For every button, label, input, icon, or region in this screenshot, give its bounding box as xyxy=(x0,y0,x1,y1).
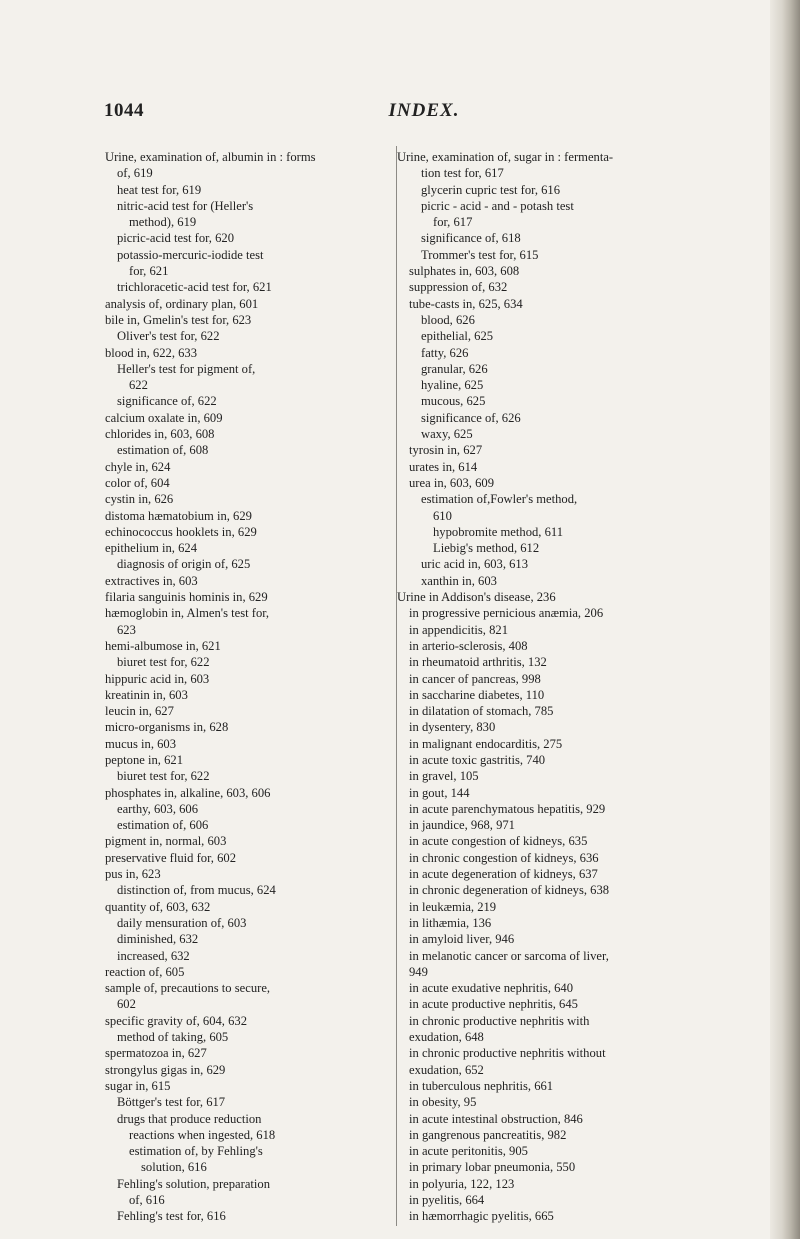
index-entry: pus in, 623 xyxy=(105,867,161,882)
index-column-right xyxy=(397,149,699,1225)
index-entry: sulphates in, 603, 608 xyxy=(409,264,520,279)
index-entry: specific gravity of, 604, 632 xyxy=(105,1013,247,1028)
index-entry: nitric-acid test for (Heller's xyxy=(117,198,254,213)
index-entry: granular, 626 xyxy=(421,361,488,376)
index-entry: color of, 604 xyxy=(105,475,170,490)
index-entry: Urine, examination of, sugar in : fermenta- xyxy=(397,150,614,164)
index-entry: xanthin in, 603 xyxy=(421,573,497,588)
index-entry: epithelium in, 624 xyxy=(105,541,197,556)
index-entry: 623 xyxy=(117,622,136,637)
index-entry: in acute parenchymatous hepatitis, 929 xyxy=(409,801,606,816)
index-entry: for, 617 xyxy=(433,215,473,230)
index-entry: exudation, 652 xyxy=(409,1062,484,1077)
index-entry: Liebig's method, 612 xyxy=(433,541,540,556)
index-entry: Böttger's test for, 617 xyxy=(117,1095,226,1110)
index-entry: of, 619 xyxy=(117,166,153,181)
index-entry: in dysentery, 830 xyxy=(409,720,496,735)
index-entry: quantity of, 603, 632 xyxy=(105,899,211,914)
index-entry: heat test for, 619 xyxy=(117,182,202,197)
index-entry: in polyuria, 122, 123 xyxy=(409,1176,515,1191)
index-entry: tube-casts in, 625, 634 xyxy=(409,296,523,311)
index-entry: tyrosin in, 627 xyxy=(409,443,483,458)
index-entry: hæmoglobin in, Almen's test for, xyxy=(105,606,270,621)
index-entry: Fehling's test for, 616 xyxy=(117,1209,226,1224)
index-entry: hemi-albumose in, 621 xyxy=(105,638,221,653)
index-entry: hyaline, 625 xyxy=(421,378,484,393)
index-entry: analysis of, ordinary plan, 601 xyxy=(105,296,259,311)
index-entry: micro-organisms in, 628 xyxy=(105,720,229,735)
index-entry: method of taking, 605 xyxy=(117,1030,229,1045)
index-entry: exudation, 648 xyxy=(409,1030,484,1045)
index-entry: reactions when ingested, 618 xyxy=(129,1127,276,1142)
index-entry: Urine in Addison's disease, 236 xyxy=(397,590,556,605)
index-entry: in tuberculous nephritis, 661 xyxy=(409,1078,554,1093)
index-entry: suppression of, 632 xyxy=(409,280,508,295)
index-entry: peptone in, 621 xyxy=(105,752,183,767)
index-entry: phosphates in, alkaline, 603, 606 xyxy=(105,785,271,800)
page-number: 1044 xyxy=(104,100,144,121)
index-entry: in gout, 144 xyxy=(409,785,470,800)
index-entry: in rheumatoid arthritis, 132 xyxy=(409,655,547,670)
page-header xyxy=(104,100,744,128)
index-entry: uric acid in, 603, 613 xyxy=(421,557,529,572)
index-entry: significance of, 626 xyxy=(421,410,521,425)
index-entry: daily mensuration of, 603 xyxy=(117,915,247,930)
index-entry: epithelial, 625 xyxy=(421,329,494,344)
index-entry: picric-acid test for, 620 xyxy=(117,231,234,246)
index-entry: trichloracetic-acid test for, 621 xyxy=(117,280,272,295)
index-entry: solution, 616 xyxy=(141,1160,207,1175)
index-entry: sugar in, 615 xyxy=(105,1078,171,1093)
index-entry: spermatozoa in, 627 xyxy=(105,1046,207,1061)
index-entry: glycerin cupric test for, 616 xyxy=(421,182,561,197)
index-entry: Oliver's test for, 622 xyxy=(117,329,220,344)
index-entry: chlorides in, 603, 608 xyxy=(105,427,215,442)
index-entry: blood in, 622, 633 xyxy=(105,345,198,360)
running-title: INDEX. xyxy=(388,100,460,121)
index-entry: in chronic degeneration of kidneys, 638 xyxy=(409,883,610,898)
index-entry: 610 xyxy=(433,508,452,523)
index-entry: Fehling's solution, preparation xyxy=(117,1176,271,1191)
index-entry: in cancer of pancreas, 998 xyxy=(409,671,541,686)
index-entry: increased, 632 xyxy=(117,948,190,963)
index-entry: estimation of, 606 xyxy=(117,818,209,833)
index-entry: extractives in, 603 xyxy=(105,573,198,588)
index-entry: strongylus gigas in, 629 xyxy=(105,1062,226,1077)
index-entry: in primary lobar pneumonia, 550 xyxy=(409,1160,576,1175)
index-entry: in chronic productive nephritis without xyxy=(409,1046,606,1061)
index-entry: diminished, 632 xyxy=(117,932,199,947)
index-entry: pigment in, normal, 603 xyxy=(105,834,227,849)
index-entry: bile in, Gmelin's test for, 623 xyxy=(105,312,252,327)
index-entry: Heller's test for pigment of, xyxy=(117,361,256,376)
index-entry: in progressive pernicious anæmia, 206 xyxy=(409,606,604,621)
index-entry: in malignant endocarditis, 275 xyxy=(409,736,563,751)
index-entry: for, 621 xyxy=(129,264,169,279)
index-entry: in jaundice, 968, 971 xyxy=(409,818,515,833)
index-entry: estimation of,Fowler's method, xyxy=(421,492,578,507)
index-entry: of, 616 xyxy=(129,1193,165,1207)
index-entry: in amyloid liver, 946 xyxy=(409,932,515,947)
index-entry: tion test for, 617 xyxy=(421,166,504,181)
index-entry: in gangrenous pancreatitis, 982 xyxy=(409,1127,567,1142)
index-entry: chyle in, 624 xyxy=(105,459,171,474)
index-entry: in hæmorrhagic pyelitis, 665 xyxy=(409,1209,554,1224)
index-entry: in acute toxic gastritis, 740 xyxy=(409,752,546,767)
index-entry: in acute exudative nephritis, 640 xyxy=(409,981,574,996)
index-entry: in acute productive nephritis, 645 xyxy=(409,997,578,1012)
index-entry: waxy, 625 xyxy=(421,427,473,442)
index-entry: in lithæmia, 136 xyxy=(409,915,492,930)
index-entry: hippuric acid in, 603 xyxy=(105,671,210,686)
index-entry: Urine, examination of, albumin in : forms xyxy=(105,150,316,164)
index-entry: diagnosis of origin of, 625 xyxy=(117,557,251,572)
index-entry: preservative fluid for, 602 xyxy=(105,850,236,865)
index-entry: method), 619 xyxy=(129,215,197,230)
index-entry: picric - acid - and - potash test xyxy=(421,198,574,213)
index-entry: fatty, 626 xyxy=(421,345,469,360)
index-entry: in chronic productive nephritis with xyxy=(409,1013,590,1028)
index-entry: significance of, 618 xyxy=(421,231,521,246)
index-entry: mucus in, 603 xyxy=(105,736,177,751)
index-entry: echinococcus hooklets in, 629 xyxy=(105,524,257,539)
index-entry: drugs that produce reduction xyxy=(117,1111,262,1126)
index-entry: potassio-mercuric-iodide test xyxy=(117,247,264,262)
index-entry: in saccharine diabetes, 110 xyxy=(409,687,545,702)
index-entry: urates in, 614 xyxy=(409,459,478,474)
index-entry: in obesity, 95 xyxy=(409,1095,477,1110)
index-entry: biuret test for, 622 xyxy=(117,769,210,784)
index-entry: in acute peritonitis, 905 xyxy=(409,1144,528,1159)
index-entry: in gravel, 105 xyxy=(409,769,479,784)
index-entry: estimation of, by Fehling's xyxy=(129,1144,263,1159)
index-entry: significance of, 622 xyxy=(117,394,217,409)
index-entry: Trommer's test for, 615 xyxy=(421,247,539,262)
index-entry: 602 xyxy=(117,997,136,1012)
index-entry: in melanotic cancer or sarcoma of liver, xyxy=(409,948,609,963)
index-entry: blood, 626 xyxy=(421,312,475,327)
index-entry: sample of, precautions to secure, xyxy=(105,981,271,996)
index-entry: filaria sanguinis hominis in, 629 xyxy=(105,590,268,605)
index-entry: 622 xyxy=(129,378,148,393)
index-entry: in appendicitis, 821 xyxy=(409,622,508,637)
index-entry: mucous, 625 xyxy=(421,394,486,409)
index-entry: cystin in, 626 xyxy=(105,492,174,507)
index-entry: estimation of, 608 xyxy=(117,443,209,458)
index-entry: in dilatation of stomach, 785 xyxy=(409,704,554,719)
index-entry: in leukæmia, 219 xyxy=(409,899,497,914)
page-edge xyxy=(770,0,800,1239)
index-entry: biuret test for, 622 xyxy=(117,655,210,670)
index-entry: 949 xyxy=(409,964,428,979)
index-column-left xyxy=(105,149,403,1225)
index-entry: reaction of, 605 xyxy=(105,964,185,979)
index-entry: urea in, 603, 609 xyxy=(409,475,494,490)
index-entry: in acute degeneration of kidneys, 637 xyxy=(409,867,598,882)
index-entry: hypobromite method, 611 xyxy=(433,524,564,539)
index-entry: leucin in, 627 xyxy=(105,704,174,719)
index-entry: calcium oxalate in, 609 xyxy=(105,410,223,425)
index-entry: in arterio-sclerosis, 408 xyxy=(409,638,528,653)
index-entry: in acute intestinal obstruction, 846 xyxy=(409,1111,583,1126)
index-entry: distoma hæmatobium in, 629 xyxy=(105,508,252,523)
index-entry: kreatinin in, 603 xyxy=(105,687,188,702)
index-entry: in acute congestion of kidneys, 635 xyxy=(409,834,588,849)
index-entry: in pyelitis, 664 xyxy=(409,1193,485,1207)
index-entry: earthy, 603, 606 xyxy=(117,801,199,816)
index-entry: distinction of, from mucus, 624 xyxy=(117,883,276,898)
index-entry: in chronic congestion of kidneys, 636 xyxy=(409,850,599,865)
